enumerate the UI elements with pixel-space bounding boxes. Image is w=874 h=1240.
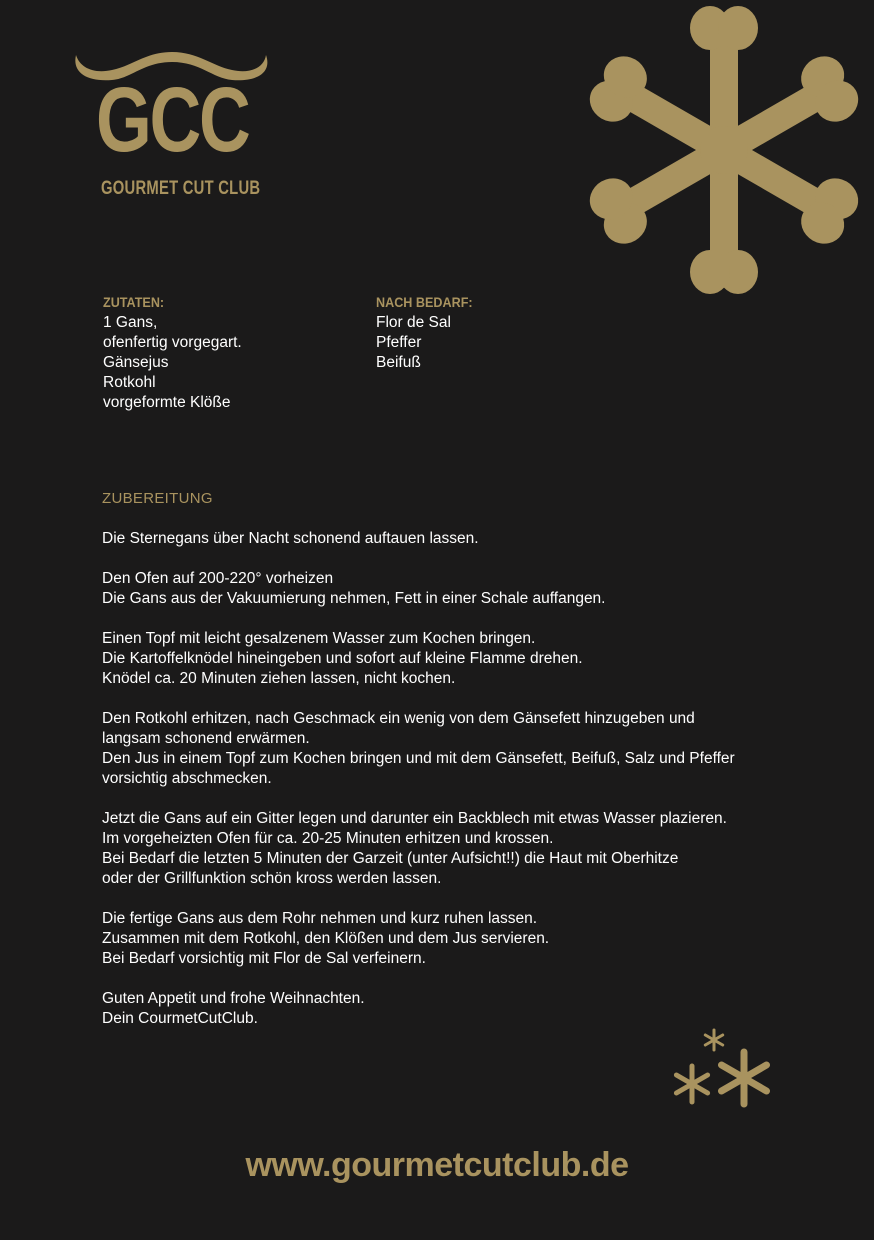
preparation-paragraph	[102, 909, 832, 969]
paragraph-line: Bei Bedarf vorsichtig mit Flor de Sal verfeinern.	[102, 950, 426, 967]
ingredient-item: vorgeformte Klöße	[103, 394, 231, 411]
logo-letters: GCC	[96, 69, 249, 171]
preparation-section	[102, 489, 832, 1049]
paragraph-line: langsam schonend erwärmen.	[102, 730, 310, 747]
preparation-paragraph	[102, 809, 832, 889]
preparation-paragraph	[102, 629, 832, 689]
ingredient-item: Rotkohl	[103, 374, 156, 391]
as-needed-section	[376, 293, 483, 373]
ingredient-item: ofenfertig vorgegart.	[103, 334, 242, 351]
ingredient-item: 1 Gans,	[103, 314, 158, 331]
paragraph-line: Die Kartoffelknödel hineingeben und sofort auf kleine Flamme drehen.	[102, 650, 583, 667]
paragraph-line: vorsichtig abschmecken.	[102, 770, 272, 787]
as-needed-item: Beifuß	[376, 354, 421, 371]
website-link[interactable]: www.gourmetcutclub.de	[245, 1146, 629, 1184]
paragraph-line: Guten Appetit und frohe Weihnachten.	[102, 990, 365, 1007]
paragraph-line: Im vorgeheizten Ofen für ca. 20-25 Minuten erhitzen und krossen.	[102, 830, 554, 847]
paragraph-line: Den Rotkohl erhitzen, nach Geschmack ein wenig von dem Gänsefett hinzugeben und	[102, 710, 695, 727]
preparation-paragraph	[102, 989, 832, 1029]
paragraph-line: Dein CourmetCutClub.	[102, 1010, 258, 1027]
paragraph-line: Den Ofen auf 200-220° vorheizen	[102, 570, 334, 587]
paragraph-line: Die fertige Gans aus dem Rohr nehmen und kurz ruhen lassen.	[102, 910, 538, 927]
paragraph-line: Jetzt die Gans auf ein Gitter legen und darunter ein Backblech mit etwas Wasser plazieren.	[102, 810, 727, 827]
logo-subtitle: GOURMET CUT CLUB	[101, 178, 261, 199]
as-needed-item: Pfeffer	[376, 334, 422, 351]
paragraph-line: Die Gans aus der Vakuumierung nehmen, Fett in einer Schale auffangen.	[102, 590, 606, 607]
preparation-title: ZUBEREITUNG	[102, 490, 213, 507]
paragraph-line: oder der Grillfunktion schön kross werden lassen.	[102, 870, 442, 887]
brand-logo	[72, 50, 272, 210]
ingredients-section	[103, 293, 242, 413]
paragraph-line: Den Jus in einem Topf zum Kochen bringen und mit dem Gänsefett, Beifuß, Salz und Pfeffer	[102, 750, 735, 767]
paragraph-line: Bei Bedarf die letzten 5 Minuten der Garzeit (unter Aufsicht!!) die Haut mit Oberhitze	[102, 850, 679, 867]
small-snowflakes-icon	[668, 1026, 778, 1116]
ingredients-title: ZUTATEN:	[103, 294, 165, 310]
as-needed-item: Flor de Sal	[376, 314, 451, 331]
ingredient-item: Gänsejus	[103, 354, 169, 371]
paragraph-line: Die Sternegans über Nacht schonend auftauen lassen.	[102, 530, 479, 547]
preparation-paragraph	[102, 709, 832, 789]
paragraph-line: Einen Topf mit leicht gesalzenem Wasser zum Kochen bringen.	[102, 630, 536, 647]
paragraph-line: Knödel ca. 20 Minuten ziehen lassen, nicht kochen.	[102, 670, 456, 687]
preparation-paragraph	[102, 569, 832, 609]
as-needed-title: NACH BEDARF:	[376, 294, 473, 310]
paragraph-line: Zusammen mit dem Rotkohl, den Klößen und dem Jus servieren.	[102, 930, 550, 947]
snowflake-icon	[560, 0, 874, 330]
preparation-paragraph	[102, 529, 832, 549]
